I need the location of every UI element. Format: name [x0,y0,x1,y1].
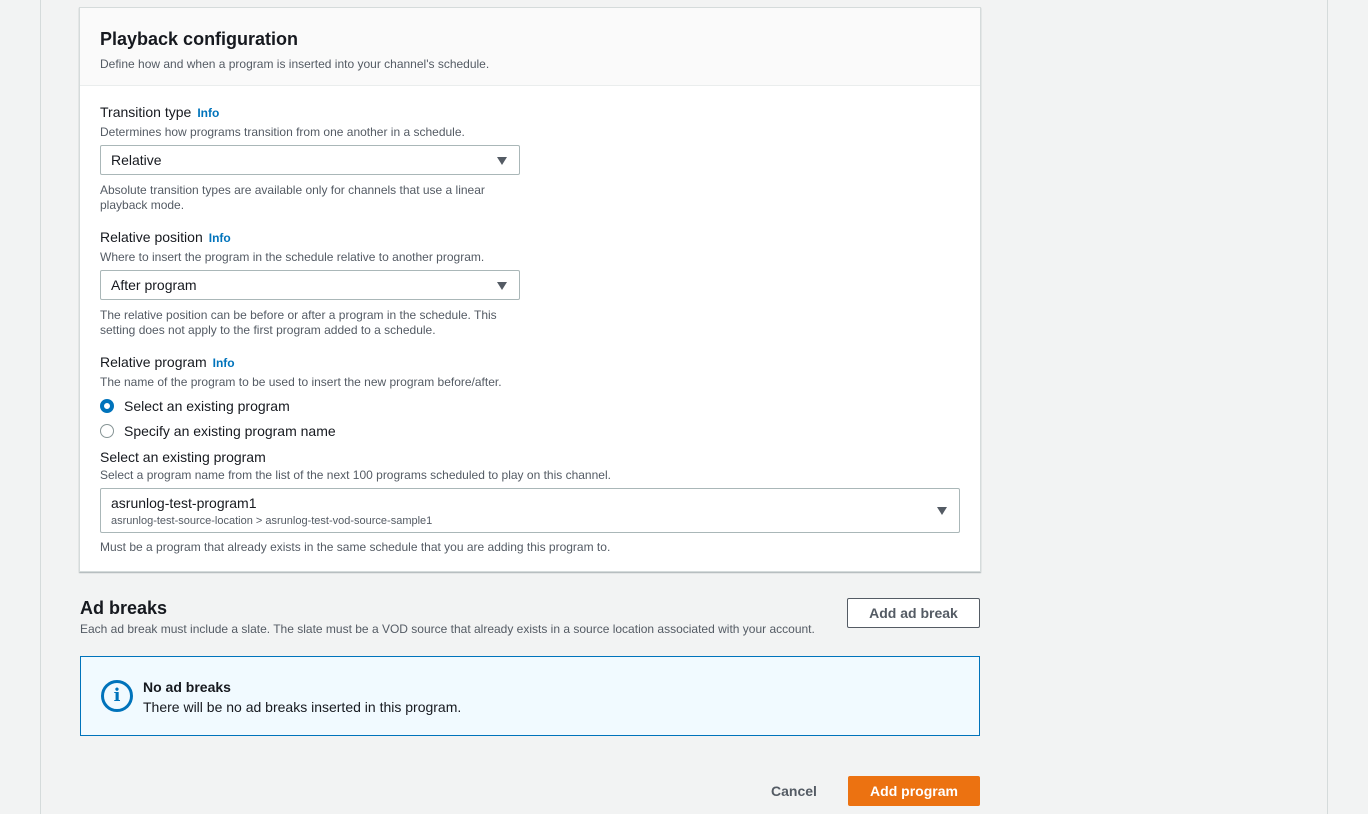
existing-program-value-detail: asrunlog-test-source-location > asrunlog-test-vod-source-sample1 [111,515,433,527]
caret-down-icon [497,157,507,165]
ad-breaks-title: Ad breaks [80,598,168,618]
transition-type-field [100,103,520,213]
alert-title: No ad breaks [143,679,231,695]
add-ad-break-button[interactable]: Add ad break [847,598,980,628]
relative-program-radio-group [100,393,502,443]
relative-position-label: Relative position [100,229,203,245]
relative-program-info-link[interactable]: Info [212,356,235,370]
transition-type-info-link[interactable]: Info [197,106,220,120]
add-program-button[interactable]: Add program [848,776,980,806]
caret-down-icon [937,507,947,515]
relative-program-description: The name of the program to be used to insert the new program before/after. [100,375,502,389]
existing-program-label: Select an existing program [100,449,266,465]
radio-option-select-existing[interactable] [100,393,502,418]
relative-program-label: Relative program [100,354,207,370]
relative-position-constraint: The relative position can be before or after a program in the schedule. This setting does not apply to the first program added to a schedule. [100,308,497,337]
existing-program-select[interactable] [100,488,960,533]
panel-header [80,8,980,86]
transition-type-value: Relative [111,152,162,168]
existing-program-description: Select a program name from the list of the next 100 programs scheduled to play on this channel. [100,468,611,482]
radio-button[interactable] [100,424,114,438]
existing-program-constraint: Must be a program that already exists in the same schedule that you are adding this program to. [100,540,611,554]
alert-text: There will be no ad breaks inserted in this program. [143,699,462,715]
radio-option-specify-name[interactable] [100,418,502,443]
existing-program-value: asrunlog-test-program1 [111,495,257,511]
transition-type-select[interactable] [100,145,520,175]
transition-type-constraint: Absolute transition types are available only for channels that use a linear playback mode. [100,183,485,212]
panel-description: Define how and when a program is inserted into your channel's schedule. [100,57,490,71]
no-ad-breaks-alert [80,656,980,736]
transition-type-label: Transition type [100,104,192,120]
panel-title: Playback configuration [100,29,299,49]
radio-button-checked[interactable] [100,399,114,413]
radio-option-label: Select an existing program [124,397,290,414]
relative-position-select[interactable] [100,270,520,300]
relative-position-value: After program [111,277,197,293]
playback-configuration-panel [79,7,981,572]
relative-position-description: Where to insert the program in the schedule relative to another program. [100,250,485,264]
transition-type-description: Determines how programs transition from one another in a schedule. [100,125,465,139]
relative-position-field [100,228,520,338]
relative-program-field [100,353,502,443]
relative-position-info-link[interactable]: Info [208,231,231,245]
existing-program-field [100,448,960,555]
info-icon: i [101,680,133,712]
caret-down-icon [497,282,507,290]
radio-option-label: Specify an existing program name [124,422,336,439]
ad-breaks-description: Each ad break must include a slate. The slate must be a VOD source that already exists in a source location associated with your account. [80,622,815,636]
cancel-button[interactable]: Cancel [760,776,828,806]
